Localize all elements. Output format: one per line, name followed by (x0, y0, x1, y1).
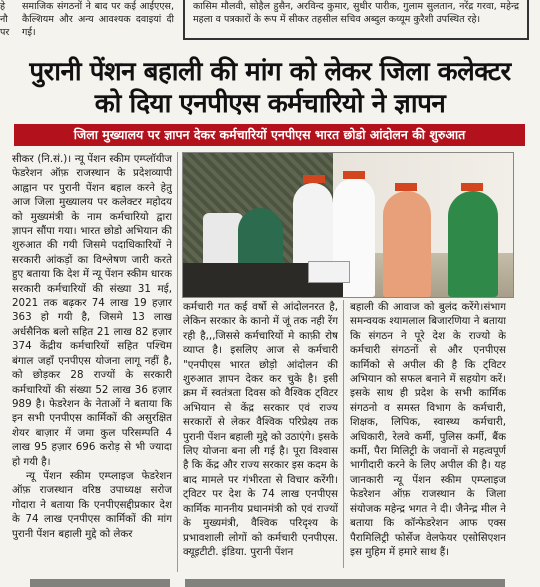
next-article-heading-fragment (30, 579, 170, 587)
column-1-paragraph-2: न्यू पेंशन स्कीम एम्प्लाइज फेडरेशन ऑफ़ राजस्थान वरिष्ठ उपाध्यक्ष सरोज गोदारा ने बताया कि एनपीएसद्दीप्रकार देश के 74 लाख एनपीएस कार्मिकों की मांग पुरानी पेंशन बहाली मुद्दे को लेकर (12, 469, 172, 540)
next-article-heading-fragment (185, 579, 505, 587)
previous-article-box (183, 0, 529, 40)
article-column-2 (183, 300, 338, 568)
article-column-1 (12, 152, 172, 572)
photo-cap (461, 183, 483, 191)
previous-article-box-text: कासिम मौलवी, सोहैल हुसैन, अरविन्द कुमार, सुधीर पारीक, गुलाम सुलतान, नरेंद्र गरवा, महेन्द्र महला व पत्रकारों के रूप में सीकर तहसील सचिव अब्दुल कय्यूम कुरैशी उपस्थित रहे। (193, 1, 519, 25)
previous-article-side-marks: हे नौ पर (0, 1, 10, 38)
column-3-text: बहाली की आवाज को बुलंद करेंगे।संभाग समन्वयक श्यामलाल बिजारणिया ने बताया कि संगठन ने पूरे देश के राज्यो के कर्मचारी संगठनों से और एनपीएस कार्मिको से अपील की है कि ट्विटर अभियान को सफल बनाने में सहयोग करें।इसके साथ ही प्रदेश के सभी कार्मिक संगठनो व समस्त विभाग के कर्मचारी, शिक्षक, लिपिक, स्वास्थ्य कर्मचारी, अधिकारी, रेलवे कर्मी, पुलिस कर्मी, बैंक कर्मी, पैरा मिलिट्री के जवानों से महत्वपूर्ण भागीदारी करने के लिए अपील की है। यह जानकारी न्यू पेंशन स्कीम एम्प्लाइज फेडरेशन ऑफ़ राजस्थान के जिला संयोजक महेन्द्र भगत ने दी। जैनेन्द्र मील ने बताया कि कॉन्फेडरेशन आफ एक्स पैरामिलिट्री फोर्सेज वेलफेयर एसोसिएशन इस मुहिम में हमारे साथ हैं। (350, 301, 506, 558)
article-headline (0, 56, 540, 120)
article-column-3 (350, 300, 506, 568)
previous-article-left-text: समाजिक संगठनों ने बाद पर कई आईएएस, कैल्शियम और अन्य आवश्यक दवाइयां दी गई। (22, 1, 174, 38)
column-divider (343, 300, 344, 568)
photo-memorandum-papers (308, 261, 350, 283)
article-photo (182, 152, 514, 298)
column-1-paragraph-1: सीकर (नि.सं.)। न्यू पेंशन स्कीम एम्प्लॉयीज फेडरेशन ऑफ़ राजस्थान के प्रदेशव्यापी आह्वान पर पुरानी पेंशन बहाल करने हेतु आज जिला मुख्यालय पर कलेक्टर महोदय को मुख्यमंत्री के नाम कर्मचारियो द्वारा ज्ञापन सौंपा गया। भारत छोडो अभियान की शुरुआत की गयी जिसमे पदाधिकारियों ने सरकारी आंकड़ों का विश्लेषण जारी करते हुए बताया कि देश में न्यू पेंशन स्कीम धारक सरकारी कर्मचारियों की संख्या 31 मई, 2021 तक बढ़कर 74 लाख 19 हज़ार 363 हो गयी है, जिसमे 13 लाख अर्धसैनिक बलो सहित 21 लाख 82 हज़ार 374 केंद्रीय कर्मचारियों सहित पश्चिम बंगाल जहाँ एनपीएस योजना लागू नहीं है, को छोड़कर 28 राज्यों के सरकारी कर्मचारियों की संख्या 52 लाख 36 हज़ार 989 है। फेडरेशन के नेताओं ने बताया कि इन सभी एनपीएस कार्मिकों की असुरक्षित शेयर बाज़ार में जमा कुल परिसम्पति 4 लाख 95 हज़ार 696 करोड़ से भी ज्यादा हो गयी है। (12, 153, 172, 468)
photo-cap (303, 175, 325, 183)
column-2-text: कर्मचारी गत कई वर्षो से आंदोलनरत है, लेकिन सरकार के कानो में जूं तक नही रेंग रही है,,,जिससे कर्मचारियों मे काफ़ी रोष व्याप्त है। इसलिए आज से कर्मचारी "एनपीएस भारत छोड़ो आंदोलन की शुरुआत ज्ञापन देकर कर चुके है। इसी क्रम में स्वतंत्रता दिवस को वैश्विक ट्विटर अभियान से केंद्र सरकार एवं राज्य सरकारों से लेकर वैश्विक परिप्रेक्ष्य तक पुरानी पेंशन बहाली मुद्दे को उठाएंगे। इसके लिए योजना बना ली गई है। पूरा विश्वास है कि केंद्र और राज्य सरकार इस कदम के बाद मामले पर गंभीरता से विचार करेंगी। ट्विटर पर देश के 74 लाख एनपीएस कार्मिक माननीय प्रधानमंत्री को एवं राज्यों के मुख्यमंत्री, वैश्विक परिदृश्य के प्रभावशाली लोगों को कर्मचारी एनपीएस. क्यूइटीटी. इंडिया. पुरानी पेंशन (183, 301, 338, 558)
headline-line-2: को दिया एनपीएस कर्मचारियो ने ज्ञापन (94, 89, 446, 119)
photo-cap (343, 171, 365, 179)
photo-person (383, 191, 431, 297)
previous-article-left (0, 0, 178, 38)
photo-cap (395, 183, 417, 191)
photo-person (448, 191, 498, 297)
headline-line-1: पुरानी पेंशन बहाली की मांग को लेकर जिला कलेक्टर (29, 57, 511, 87)
next-article-strip (0, 575, 540, 587)
article-subheadline: जिला मुख्यालय पर ज्ञापन देकर कर्मचारियों एनपीएस भारत छोडो आंदोलन की शुरुआत (14, 124, 525, 146)
column-divider (177, 152, 178, 572)
